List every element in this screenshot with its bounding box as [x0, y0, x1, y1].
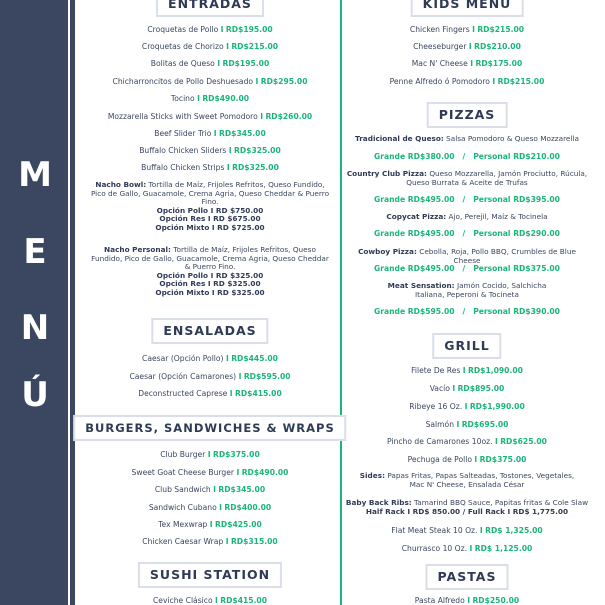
menu-item: Club Sandwich I RD$345.00 [154, 485, 266, 494]
sidebar-letter-u: Ú [21, 375, 49, 415]
menu-item: Pincho de Camarones 10oz. I RD$625.00 [387, 437, 547, 446]
pizza-item: Copycat Pizza: Ajo, Perejil, Maíz & Tocinela [386, 212, 548, 221]
sidebar-letter-m: M [18, 155, 52, 195]
menu-item: Pasta Alfredo I RD$250.00 [414, 596, 520, 605]
menu-item: Chicken Caesar Wrap I RD$315.00 [142, 537, 278, 546]
entradas-header: ENTRADAS [156, 0, 264, 17]
menu-item: Mac N' Cheese I RD$175.00 [411, 59, 523, 68]
pizza-prices: Grande RD$595.00 / Personal RD$390.00 [374, 307, 560, 316]
menu-item: Bolitas de Queso I RD$195.00 [150, 59, 270, 68]
ensaladas-header: ENSALADAS [151, 318, 268, 344]
menu-item: Caesar (Opción Pollo) I RD$445.00 [142, 354, 278, 363]
grill-header: GRILL [432, 333, 501, 359]
menu-item: Penne Alfredo ó Pomodoro I RD$215.00 [389, 77, 545, 86]
menu-item: Croquetas de Pollo I RD$195.00 [147, 25, 273, 34]
menu-item: Chicken Fingers I RD$215.00 [409, 25, 525, 34]
sides-item: Sides: Papas Fritas, Papas Salteadas, Tostones, Vegetales, Mac N' Cheese, Ensalada César [359, 471, 575, 489]
pizza-prices: Grande RD$380.00 / Personal RD$210.00 [374, 152, 560, 161]
menu-item: Deconstructed Caprese I RD$415.00 [138, 389, 282, 398]
kids-menu-header: KIDS MENU [411, 0, 524, 17]
menu-item: Salmón I RD$695.00 [425, 420, 509, 429]
nacho-bowl-item: Nacho Bowl: Tortilla de Maíz, Frijoles Refritos, Queso Fundido, Pico de Gallo, Guacamole, Crema Agria, Queso Cheddar & Puerro Fino. Opción Pollo I RD $750.00 Opción Res I RD $675.00 Opción Mixto I RD $725.00 [90, 180, 330, 232]
sushi-header: SUSHI STATION [138, 562, 282, 588]
pizza-item: Country Club Pizza: Queso Mozzarella, Jamón Prociutto, Rúcula, Queso Burrata & Aceite de Trufas [346, 169, 588, 187]
menu-item: Ribeye 16 Oz. I RD$1,990.00 [409, 402, 525, 411]
sidebar-letter-n: N [20, 308, 50, 348]
menu-item: Chicharroncitos de Pollo Deshuesado I RD$295.00 [112, 77, 308, 86]
pizza-prices: Grande RD$495.00 / Personal RD$395.00 [374, 195, 560, 204]
menu-item: Caesar (Opción Camarones) I RD$595.00 [129, 372, 291, 381]
menu-item: Beef Slider Trio I RD$345.00 [154, 129, 266, 138]
ribs-item: Baby Back Ribs: Tamarind BBQ Sauce, Papitas fritas & Cole Slaw Half Rack I RD$ 850.00 / Full Rack I RD$ 1,775.00 [345, 498, 589, 516]
menu-item: Tex Mexwrap I RD$425.00 [158, 520, 262, 529]
menu-item: Flat Meat Steak 10 Oz. I RD$ 1,325.00 [391, 526, 543, 535]
menu-item: Club Burger I RD$375.00 [160, 450, 260, 459]
pizza-prices: Grande RD$495.00 / Personal RD$290.00 [374, 229, 560, 238]
menu-item: Sweet Goat Cheese Burger I RD$490.00 [131, 468, 289, 477]
menu-item: Pechuga de Pollo I RD$375.00 [407, 455, 527, 464]
menu-item: Filete De Res I RD$1,090.00 [411, 366, 523, 375]
pizza-item: Tradicional de Queso: Salsa Pomodoro & Queso Mozzarella [355, 134, 579, 143]
burgers-header: BURGERS, SANDWICHES & WRAPS [73, 415, 346, 441]
menu-item: Mozzarella Sticks with Sweet Pomodoro I RD$260.00 [107, 112, 313, 121]
menu-item: Ceviche Clásico I RD$415.00 [152, 596, 268, 605]
menu-item: Vacío I RD$895.00 [429, 384, 505, 393]
pastas-header: PASTAS [426, 564, 509, 590]
column-divider [340, 0, 342, 605]
menu-item: Buffalo Chicken Sliders I RD$325.00 [139, 146, 281, 155]
menu-item: Buffalo Chicken Strips I RD$325.00 [141, 163, 279, 172]
pizzas-header: PIZZAS [427, 102, 508, 128]
nacho-personal-item: Nacho Personal: Tortilla de Maíz, Frijoles Refritos, Queso Fundido, Pico de Gallo, Guacamole, Crema Agria, Queso Cheddar & Puerro Fino. Opción Pollo I RD $325.00 Opción Res I RD $325.00 Opción Mixto I RD $325.00 [91, 245, 329, 297]
pizza-item: Cowboy Pizza: Cebolla, Roja, Pollo BBQ, Crumbles de Blue Cheese [358, 247, 576, 265]
menu-item: Cheeseburger I RD$210.00 [413, 42, 521, 51]
menu-item: Sandwich Cubano I RD$400.00 [148, 503, 272, 512]
menu-item: Tocino I RD$490.00 [170, 94, 250, 103]
pizza-prices: Grande RD$495.00 / Personal RD$375.00 [374, 264, 560, 273]
sidebar-letter-e: E [23, 232, 47, 272]
menu-item: Churrasco 10 Oz. I RD$ 1,125.00 [401, 544, 533, 553]
menu-item: Croquetas de Chorizo I RD$215.00 [141, 42, 279, 51]
sidebar-line [68, 0, 70, 605]
sidebar [0, 0, 75, 605]
pizza-item: Meat Sensation: Jamón Cocido, Salchicha Italiana, Peperoni & Tocineta [387, 281, 547, 299]
